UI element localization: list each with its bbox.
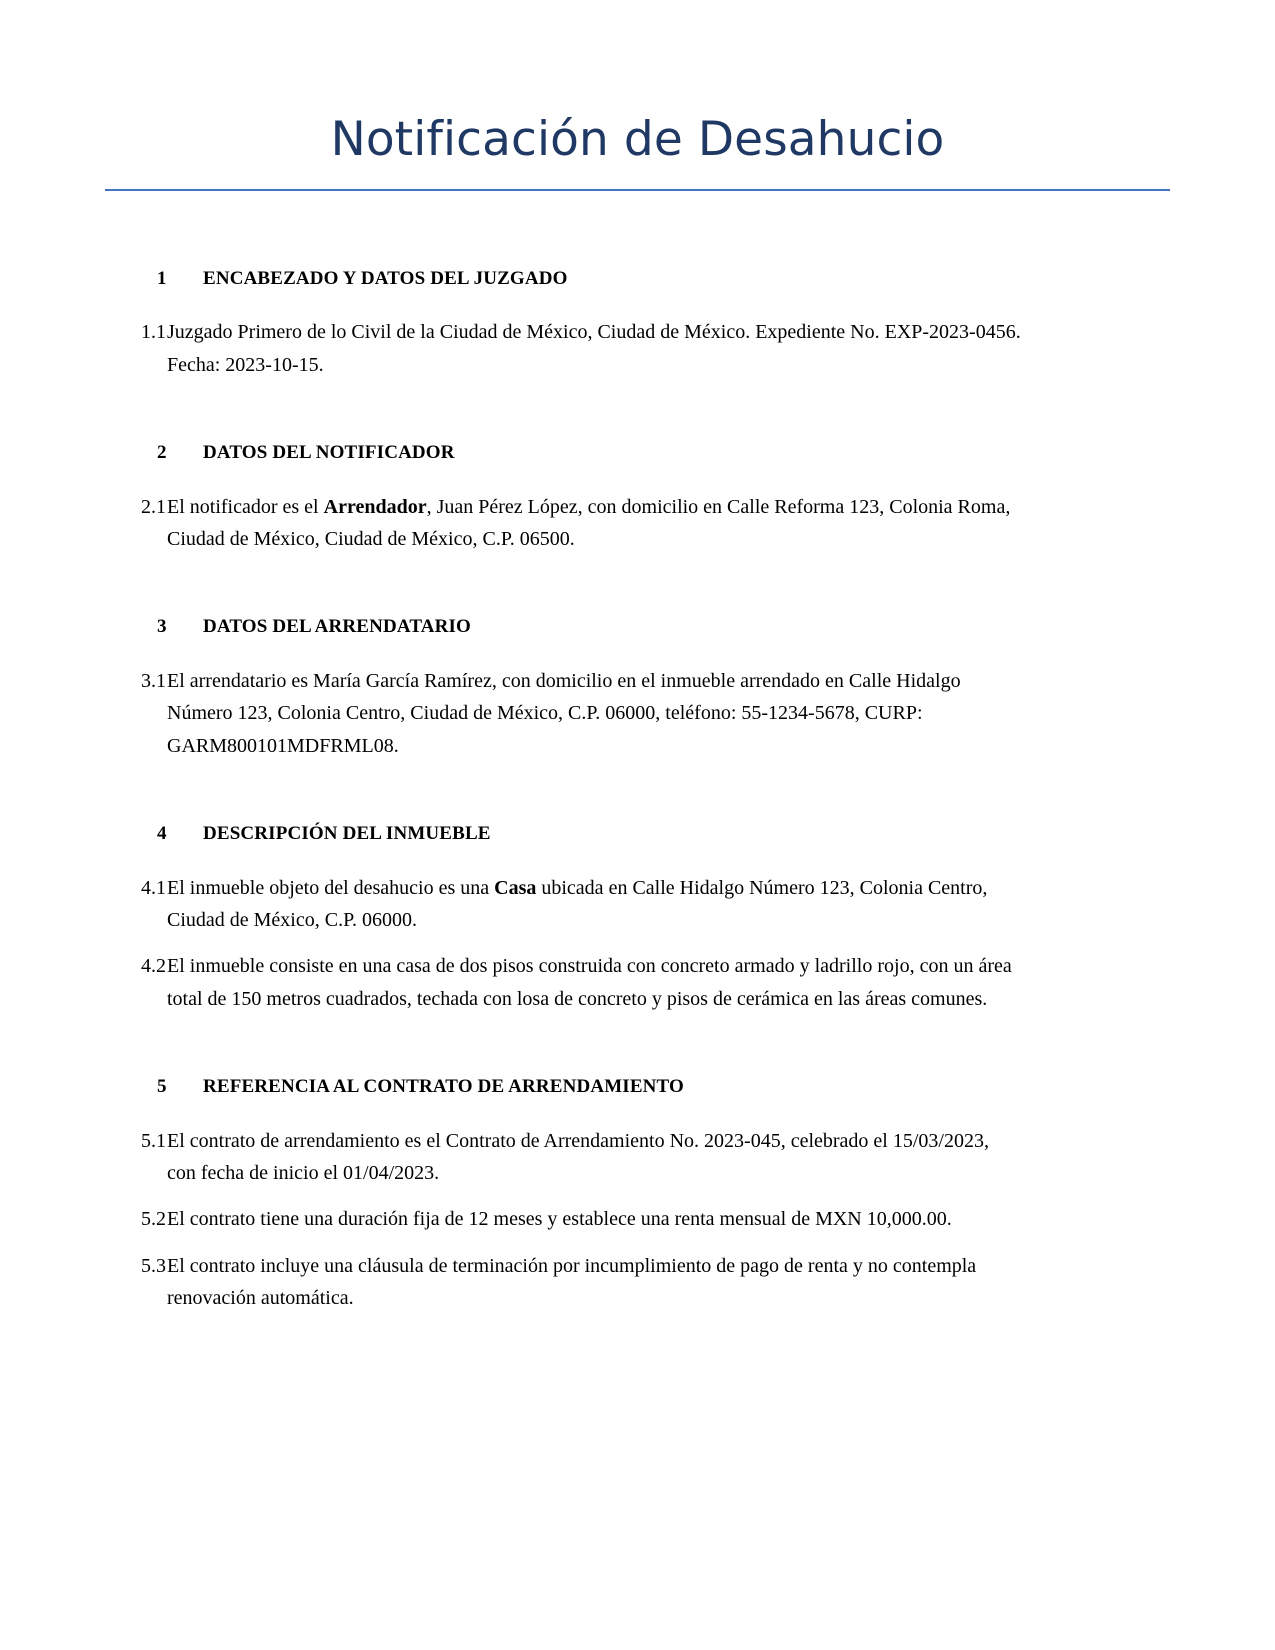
section-2	[105, 439, 1170, 555]
clause-4-1-text-lead: El inmueble objeto del desahucio es una	[167, 876, 495, 899]
clause-5-3	[105, 1236, 1170, 1315]
clause-5-2	[105, 1189, 1170, 1235]
clause-3-1	[105, 651, 1170, 762]
section-2-title: DATOS DEL NOTIFICADOR	[203, 441, 455, 463]
section-4-title: DESCRIPCIÓN DEL INMUEBLE	[203, 823, 491, 844]
document-body	[105, 265, 1170, 1315]
section-4-heading	[105, 820, 1170, 848]
clause-5-3-text: El contrato incluye una cláusula de terminación por incumplimiento de pago de renta y no contempla renovación automática.	[167, 1254, 977, 1310]
clause-2-1-text	[167, 491, 1022, 556]
clause-5-2-text: El contrato tiene una duración fija de 12 meses y establece una renta mensual de MXN 10,000.00.	[167, 1208, 952, 1231]
title-divider	[105, 189, 1170, 191]
clause-4-1	[105, 858, 1170, 937]
clause-1-1-text: Juzgado Primero de lo Civil de la Ciudad de México, Ciudad de México. Expediente No. EXP-2023-0456. Fecha: 2023-10-15.	[167, 321, 1021, 376]
clause-5-1	[105, 1111, 1170, 1190]
section-1	[105, 265, 1170, 381]
clause-2-1-text-lead: El notificador es el	[167, 495, 324, 518]
section-5	[105, 1073, 1170, 1315]
clause-2-1	[105, 477, 1170, 556]
clause-4-1-number: 4.1	[141, 876, 166, 899]
clause-3-1-text: El arrendatario es María García Ramírez, con domicilio en el inmueble arrendado en Calle Hidalgo Número 123, Colonia Centro, Ciudad de México, C.P. 06000, teléfono: 55-1234-5678, CURP: GARM800101MDFRML08.	[167, 669, 961, 757]
section-3-title: DATOS DEL ARRENDATARIO	[203, 616, 471, 638]
clause-2-1-text-rest: , Juan Pérez López, con domicilio en Calle Reforma 123, Colonia Roma, Ciudad de México, Ciudad de México, C.P. 06500.	[167, 495, 1011, 550]
page-title: Notificación de Desahucio	[330, 112, 945, 167]
section-3-number: 3	[157, 616, 167, 638]
section-2-number: 2	[157, 441, 167, 463]
section-4-number: 4	[157, 823, 167, 844]
clause-5-3-number: 5.3	[141, 1254, 166, 1277]
clause-4-2-text: El inmueble consiste en una casa de dos pisos construida con concreto armado y ladrillo rojo, con un área total de 150 metros cuadrados, techada con losa de concreto y pisos de cerámica en las áreas comunes.	[167, 955, 1012, 1010]
clause-4-2-number: 4.2	[141, 955, 166, 978]
clause-2-1-emphasis: Arrendador	[323, 495, 427, 518]
clause-3-1-number: 3.1	[141, 669, 166, 692]
section-4	[105, 820, 1170, 1015]
section-1-title: ENCABEZADO Y DATOS DEL JUZGADO	[203, 267, 568, 289]
clause-5-2-number: 5.2	[141, 1208, 166, 1231]
clause-4-1-emphasis: Casa	[494, 876, 537, 899]
clause-5-1-text: El contrato de arrendamiento es el Contrato de Arrendamiento No. 2023-045, celebrado el 15/03/2023, con fecha de inicio el 01/04/2023.	[167, 1129, 989, 1185]
section-5-number: 5	[157, 1076, 167, 1098]
clause-1-1-number: 1.1	[141, 321, 166, 344]
clause-4-1-text-rest: ubicada en Calle Hidalgo Número 123, Colonia Centro, Ciudad de México, C.P. 06000.	[167, 876, 988, 931]
section-1-number: 1	[157, 267, 167, 289]
clause-4-2	[105, 936, 1170, 1015]
section-5-heading	[105, 1073, 1170, 1101]
clause-1-1	[105, 302, 1170, 381]
section-3	[105, 613, 1170, 762]
section-2-heading	[105, 439, 1170, 467]
clause-4-1-text	[167, 872, 1022, 937]
section-3-heading	[105, 613, 1170, 641]
section-1-heading	[105, 265, 1170, 293]
section-5-title: REFERENCIA AL CONTRATO DE ARRENDAMIENTO	[203, 1076, 684, 1098]
clause-5-1-number: 5.1	[141, 1129, 166, 1152]
title-block	[105, 96, 1170, 191]
clause-2-1-number: 2.1	[141, 495, 166, 518]
